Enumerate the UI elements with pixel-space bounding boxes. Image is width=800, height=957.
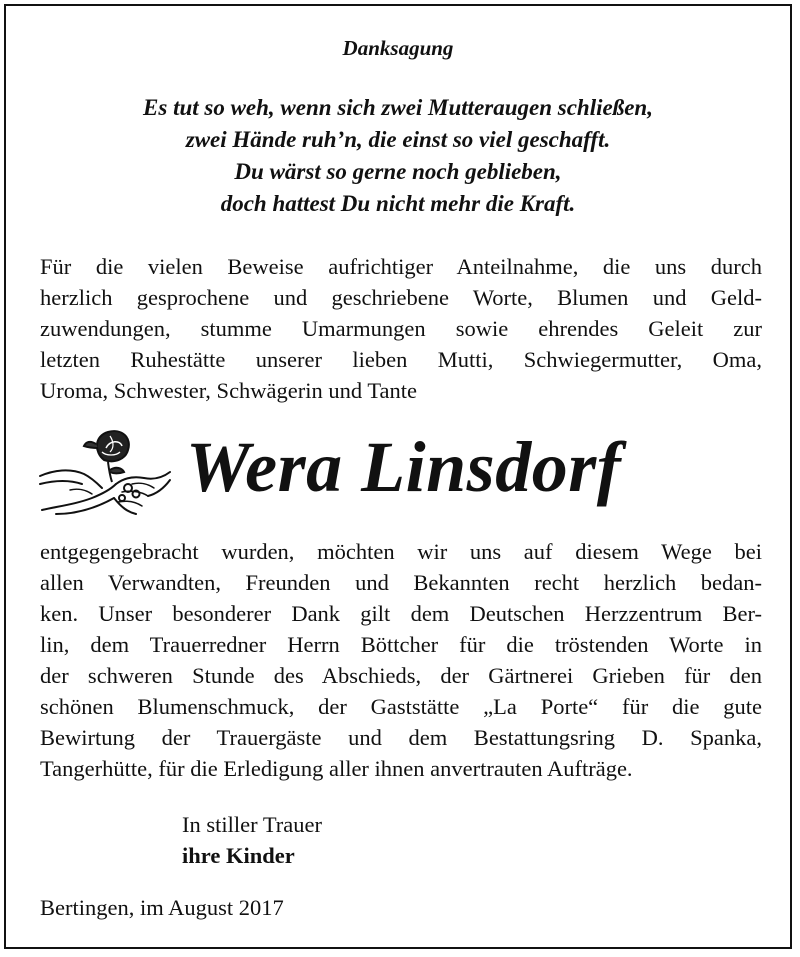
obituary-notice — [4, 4, 792, 949]
text-line: der schweren Stunde des Abschieds, der Gärtnerei Grieben für den — [40, 663, 762, 688]
signature-line: In stiller Trauer — [182, 812, 322, 837]
text-line: schönen Blumenschmuck, der Gaststätte „La Porte“ für die gute — [40, 694, 762, 719]
text-line: ken. Unser besonderer Dank gilt dem Deutschen Herzzentrum Ber- — [40, 601, 762, 626]
text-line: lin, dem Trauerredner Herrn Böttcher für die tröstenden Worte in — [40, 632, 762, 657]
text-line: Für die vielen Beweise aufrichtiger Anteilnahme, die uns durch — [40, 254, 762, 279]
text-line: herzlich gesprochene und geschriebene Worte, Blumen und Geld- — [40, 285, 762, 310]
text-line: zuwendungen, stumme Umarmungen sowie ehrendes Geleit zur — [40, 316, 762, 341]
thanks-paragraph-main — [40, 536, 762, 784]
poem-line: Es tut so weh, wenn sich zwei Mutteraugen schließen, — [143, 95, 653, 120]
place-and-date: Bertingen, im August 2017 — [40, 895, 284, 920]
poem-line: Du wärst so gerne noch geblieben, — [234, 159, 562, 184]
text-line: Tangerhütte, für die Erledigung aller ihnen anvertrauten Aufträge. — [40, 756, 633, 781]
poem-line: doch hattest Du nicht mehr die Kraft. — [220, 191, 576, 216]
poem-line: zwei Hände ruh’n, die einst so viel geschafft. — [185, 127, 611, 152]
hands-holding-rose-icon — [36, 422, 176, 522]
name-row — [36, 418, 776, 528]
signature-signers: ihre Kinder — [182, 843, 295, 868]
deceased-name: Wera Linsdorf — [186, 427, 622, 507]
text-line: Uroma, Schwester, Schwägerin und Tante — [40, 378, 418, 403]
text-line: allen Verwandten, Freunden und Bekannten recht herzlich bedan- — [40, 570, 762, 595]
text-line: entgegengebracht wurden, möchten wir uns auf diesem Wege bei — [40, 539, 762, 564]
poem — [6, 92, 790, 220]
notice-heading: Danksagung — [342, 36, 454, 60]
text-line: letzten Ruhestätte unserer lieben Mutti, Schwiegermutter, Oma, — [40, 347, 762, 372]
thanks-paragraph-intro — [40, 251, 762, 406]
text-line: Bewirtung der Trauergäste und dem Bestattungsring D. Spanka, — [40, 725, 762, 750]
signature-block — [182, 809, 322, 871]
